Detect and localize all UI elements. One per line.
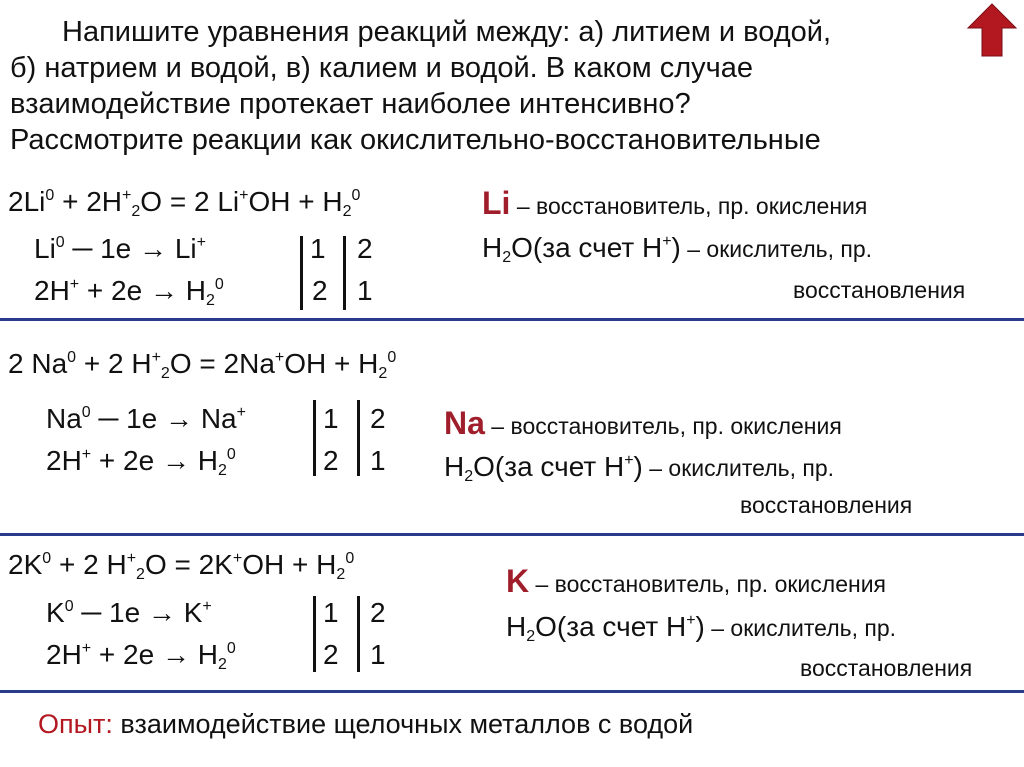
- coef-k-1b: 2: [370, 597, 386, 628]
- balance-bar-right: [357, 596, 360, 672]
- balance-bar-right: [357, 400, 360, 476]
- coef-na-1a: 1: [323, 403, 339, 434]
- balance-bar-right: [343, 236, 346, 310]
- coef-k-2b: 1: [370, 639, 386, 670]
- coef-li-1b: 2: [357, 233, 373, 264]
- half-reaction-na-oxidation: Na$^0$ ─ 1e → Na+: [46, 403, 246, 434]
- equation-li: $2Li^0 + 2H^+_2O = 2$ $Li^+OH + H_2^0$: [8, 186, 361, 220]
- task-line-1: Напишите уравнения реакций между: а) литием и водой,: [62, 16, 832, 48]
- half-reaction-li-reduction: $2H^+ + 2e \to H_2^0$: [34, 275, 224, 309]
- coef-na-1b: 2: [370, 403, 386, 434]
- equation-k: $2K^0 + 2$ $H^+_2O = 2K^+OH + H_2^0$: [8, 549, 355, 583]
- reducer-k: K – восстановитель, пр. окисления: [506, 563, 886, 599]
- divider-1: [0, 318, 1024, 321]
- oxidizer-na: $H_2O(за$ счет H+) – окислитель, пр.: [444, 451, 835, 485]
- balance-bar-left: [300, 236, 303, 310]
- coef-li-2b: 1: [357, 275, 373, 306]
- experiment-text: взаимодействие щелочных металлов с водой: [120, 709, 694, 739]
- divider-3: [0, 690, 1024, 693]
- oxidizer-k: $H_2O(за$ счет H+) – окислитель, пр.: [506, 611, 897, 645]
- coef-na-2b: 1: [370, 445, 386, 476]
- balance-bar-left: [313, 400, 316, 476]
- coef-li-1a: 1: [310, 233, 326, 264]
- coef-k-2a: 2: [323, 639, 339, 670]
- experiment-caption: [38, 708, 693, 740]
- oxidizer-li-cont: восстановления: [793, 277, 966, 303]
- up-arrow-icon[interactable]: [966, 2, 1018, 58]
- task-line-4: Рассмотрите реакции как окислительно-восстановительные: [10, 124, 821, 156]
- oxidizer-li: $H_2O(за$ счет H+) – окислитель, пр.: [482, 232, 873, 266]
- half-reaction-k-reduction: $2H^+ + 2e \to H_2^0$: [46, 639, 236, 673]
- task-line-3: взаимодействие протекает наиболее интенсивно?: [10, 88, 691, 120]
- coef-na-2a: 2: [323, 445, 339, 476]
- reducer-li: Li – восстановитель, пр. окисления: [482, 185, 868, 221]
- experiment-label: Опыт:: [38, 709, 113, 739]
- task-line-2: б) натрием и водой, в) калием и водой. В каком случае: [10, 52, 754, 84]
- half-reaction-li-oxidation: Li$^0$ ─ 1e → Li+: [34, 233, 206, 264]
- oxidizer-k-cont: восстановления: [800, 655, 973, 681]
- oxidizer-na-cont: восстановления: [740, 492, 913, 518]
- equation-na: 2 Na$^0$ + 2 $H^+_2O = 2Na^+OH + H_2^0$: [8, 348, 397, 382]
- reducer-na: Na – восстановитель, пр. окисления: [444, 405, 842, 441]
- balance-bar-left: [313, 596, 316, 672]
- half-reaction-k-oxidation: $K^0$ ─ 1e → K+: [46, 597, 212, 628]
- coef-k-1a: 1: [323, 597, 339, 628]
- half-reaction-na-reduction: $2H^+ + 2e \to H_2^0$: [46, 445, 236, 479]
- divider-2: [0, 533, 1024, 536]
- coef-li-2a: 2: [312, 275, 328, 306]
